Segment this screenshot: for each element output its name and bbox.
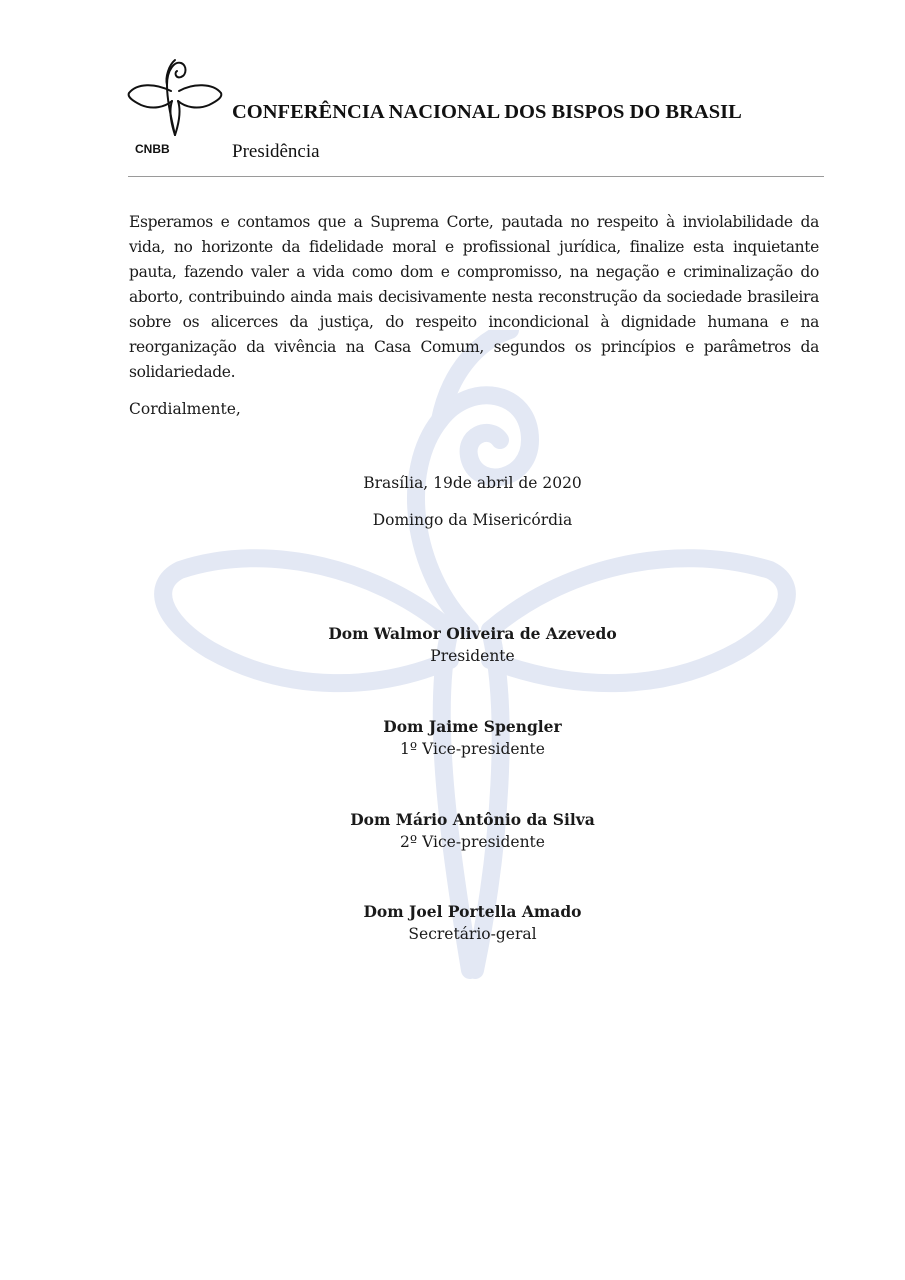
body-paragraph: Esperamos e contamos que a Suprema Corte, pautada no respeito à inviolabilidade da vida, no horizonte da fidelidade moral e profissional jurídica, finalize esta inquietante pauta, fazendo valer a vida como dom e compromisso, na negação e criminalização do aborto, contribuindo ainda mais decisivamente nesta reconstrução da sociedade brasileira sobre os alicerces da justiça, do respeito incondicional à dignidade humana e na reorganização da vivência na Casa Comum, segundos os princípios e parâmetros da solidariedade. <box>129 213 819 381</box>
cnbb-dove-logo <box>125 55 225 160</box>
signatory-first-vice-president <box>0 715 905 761</box>
signatory-name: Dom Mário Antônio da Silva <box>350 810 595 829</box>
letterhead <box>125 55 825 180</box>
logo-text: CNBB <box>135 142 170 156</box>
place-date: Brasília, 19de abril de 2020 <box>363 474 582 492</box>
liturgical-day: Domingo da Misericórdia <box>372 511 573 529</box>
signatory-name: Dom Joel Portella Amado <box>363 902 582 921</box>
signatory-role: Secretário-geral <box>408 925 537 943</box>
organization-name: CONFERÊNCIA NACIONAL DOS BISPOS DO BRASIL <box>232 101 742 123</box>
letter-body <box>129 210 819 422</box>
signatory-role: 1º Vice-presidente <box>400 740 545 758</box>
signatory-secretary-general <box>0 900 905 946</box>
signatory-name: Dom Walmor Oliveira de Azevedo <box>328 624 617 643</box>
closing-salutation: Cordialmente, <box>129 400 241 418</box>
signatory-role: 2º Vice-presidente <box>400 833 545 851</box>
department-name: Presidência <box>232 141 320 162</box>
signatory-name: Dom Jaime Spengler <box>383 717 562 736</box>
signatory-president <box>0 622 905 668</box>
header-divider <box>128 176 824 177</box>
signatory-role: Presidente <box>430 647 515 665</box>
signatory-second-vice-president <box>0 808 905 854</box>
